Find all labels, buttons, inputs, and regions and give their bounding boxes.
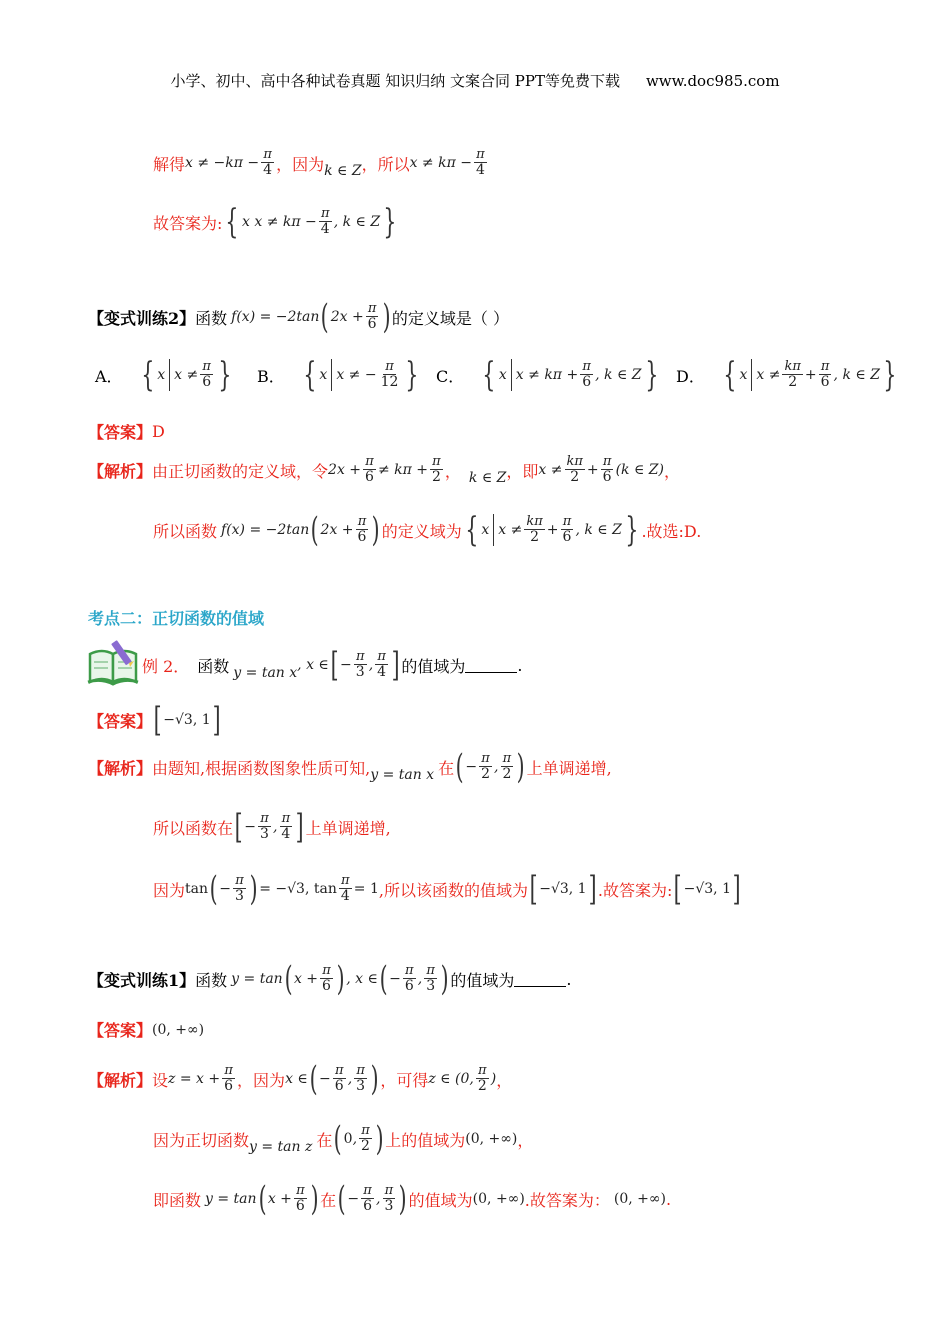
math-expr: y = tan xyxy=(231,971,283,987)
option-letter: A． xyxy=(95,366,123,386)
example2-analysis-1: 【解析】 由题知,根据函数图象性质可知, y = tan x 在 ( − $\frac{\pi}{2}$ , $\frac{\pi}{2}$ ) 上单调递增, xyxy=(88,747,612,787)
option-b[interactable]: B． { x x ≠ − $\frac{\pi}{12}$ } xyxy=(257,355,419,395)
example-label: 例 2． xyxy=(142,656,190,676)
analysis-label: 【解析】 xyxy=(88,1070,153,1090)
func-word: 函数 xyxy=(195,308,228,328)
answer-set-expr: x x ≠ kπ − xyxy=(242,214,317,230)
variant1-question: 【变式训练1】 函数 y = tan ( x + $\frac{\pi}{6}$ ) , x ∈ ( − $\frac{\pi}{6}$ , $\frac{\pi}{3}$ ) 的值域为 . xyxy=(88,959,572,999)
answer-value: −√3, 1 xyxy=(163,712,211,728)
answer-label: 【答案】 xyxy=(88,423,153,442)
analysis-label: 【解析】 xyxy=(88,461,153,481)
answer-prefix: 故答案为: xyxy=(153,213,223,233)
option-expr: x ≠ − xyxy=(336,367,377,383)
analysis-text: 因为 xyxy=(153,880,186,900)
answer-label: 【答案】 xyxy=(88,711,153,731)
solve-line xyxy=(153,148,489,179)
example2-analysis-2: 所以函数在 [ − $\frac{\pi}{3}$ , $\frac{\pi}{4}$ ] 上单调递增, xyxy=(153,807,391,847)
math-expr: y = tan x xyxy=(233,665,298,681)
option-c[interactable]: C． { x x ≠ kπ + $\frac{\pi}{6}$ , k ∈ Z } xyxy=(436,355,658,395)
header-left-text: 小学、初中、高中各种试卷真题 知识归纳 文案合同 PPT等免费下载 xyxy=(170,72,620,90)
math-expr: y = tan x xyxy=(370,767,435,783)
variant2-label: 【变式训练2】 xyxy=(88,308,196,328)
option-letter: C． xyxy=(436,366,465,386)
analysis-text: 由题知,根据函数图象性质可知, xyxy=(152,758,371,778)
math-expr: y = tan xyxy=(205,1191,257,1207)
variant1-label: 【变式训练1】 xyxy=(88,970,196,990)
option-a[interactable]: A． { x x ≠ $\frac{\pi}{6}$ } xyxy=(95,355,232,395)
option-letter: D． xyxy=(676,366,705,386)
analysis-text: 设 xyxy=(152,1070,169,1090)
math-expr: y = tan z xyxy=(249,1139,313,1155)
func-word: 函数 xyxy=(197,656,230,676)
variant1-answer xyxy=(88,1018,204,1041)
variant2-question: 【变式训练2】 函数 f(x) = −2tan ( 2x + $\frac{\pi}{6}$ ) 的定义域是（ ） xyxy=(88,297,509,337)
analysis-text: 因为正切函数 xyxy=(153,1130,250,1150)
answer-label: 【答案】 xyxy=(88,1021,153,1040)
math-expr: 2x + xyxy=(328,462,362,479)
solve-expr: x ≠ −kπ − xyxy=(185,155,260,172)
func-expr: f(x) = −2tan xyxy=(231,309,320,325)
frac-pi-4: $\frac{\pi}{4}$ xyxy=(263,147,273,179)
func-word: 函数 xyxy=(195,970,228,990)
answer-set-tail: , k ∈ Z xyxy=(333,214,381,230)
option-expr: x ≠ xyxy=(174,367,199,383)
analysis-text: 所以函数在 xyxy=(153,818,234,838)
variant1-analysis-3: 即函数 y = tan ( x + $\frac{\pi}{6}$ ) 在 ( − $\frac{\pi}{6}$ , $\frac{\pi}{3}$ ) 的值域为 (0, +∞) .故答案为： (0, +∞) . xyxy=(153,1179,672,1219)
analysis-text: 即函数 xyxy=(153,1190,202,1210)
option-d[interactable]: D． { x x ≠ $\frac{k\pi}{2}$ + $\frac{\pi}{6}$ , k ∈ Z } xyxy=(676,355,897,395)
variant1-analysis-2: 因为正切函数 y = tan z 在 ( 0 , $\frac{\pi}{2}$ ) 上的值域为 (0, +∞) ， xyxy=(153,1119,534,1159)
option-letter: B． xyxy=(257,366,285,386)
question-tail: 的值域为 xyxy=(450,970,515,990)
math-expr: , x ∈ xyxy=(297,657,329,673)
math-expr: x ∈ xyxy=(285,1071,308,1087)
section-title: 考点二：正切函数的值域 xyxy=(88,609,265,628)
math-expr: z ∈ (0, xyxy=(428,1071,474,1087)
option-expr: x ≠ kπ + xyxy=(515,367,579,383)
answer-value: D xyxy=(152,422,165,441)
answer-line-1: 故答案为: { x x ≠ kπ − $\frac{\pi}{4}$ , k ∈ Z } xyxy=(153,202,397,242)
answer-blank xyxy=(514,972,566,987)
analysis-text: 所以函数 xyxy=(153,521,218,541)
math-expr: (k ∈ Z) xyxy=(615,462,664,479)
analysis-text: 由正切函数的定义域，令 xyxy=(152,461,329,481)
book-pencil-icon xyxy=(86,640,142,690)
answer-value: (0, +∞) xyxy=(152,1021,205,1038)
question-tail: 的值域为 xyxy=(401,656,466,676)
math-expr: ≠ kπ + xyxy=(377,462,428,479)
question-tail: 的定义域是（ ） xyxy=(391,308,509,328)
variant1-analysis-1: 【解析】 设 z = x + $\frac{\pi}{6}$ ，因为 x ∈ ( − $\frac{\pi}{6}$ , $\frac{\pi}{3}$ ) ，可得 z ∈ (0, $\frac{\pi}{2}$ ) ， xyxy=(88,1059,513,1099)
variant2-analysis-1: 【解析】 由正切函数的定义域，令 2x + $\frac{\pi}{6}$ ≠ kπ + $\frac{\pi}{2}$ ， k ∈ Z ，即 x ≠ $\frac{k\pi}{2}$ + $\frac{\pi}{6}$ (k ∈ Z) ， xyxy=(88,454,680,487)
variant2-answer xyxy=(88,420,165,443)
frac-pi-4: $\frac{\pi}{4}$ xyxy=(320,205,330,237)
example2-question: 例 2． 函数 y = tan x , x ∈ [ − $\frac{\pi}{3}$ , $\frac{\pi}{4}$ ] 的值域为 . xyxy=(142,645,523,685)
example2-answer: 【答案】 [ −√3, 1 ] xyxy=(88,700,221,740)
so-text: ，所以 xyxy=(361,154,410,174)
answer-blank xyxy=(465,658,517,673)
frac-pi-4: $\frac{\pi}{4}$ xyxy=(475,147,485,179)
so-expr: x ≠ kπ − xyxy=(409,155,472,172)
header-url: www.doc985.com xyxy=(645,72,780,90)
analysis-label: 【解析】 xyxy=(88,758,153,778)
variant2-analysis-2: 所以函数 f(x) = −2tan ( 2x + $\frac{\pi}{6}$ ) 的定义域为 { x x ≠ $\frac{k\pi}{2}$ + $\frac{\pi}{6}$ , k ∈ Z } .故选:D. xyxy=(153,510,702,550)
because-text: ，因为 xyxy=(276,154,325,174)
frac-pi-6: $\frac{\pi}{6}$ xyxy=(367,300,377,332)
k-in-z: k ∈ Z xyxy=(324,163,362,180)
math-expr: f(x) = −2tan xyxy=(221,522,310,538)
math-expr: = 1 xyxy=(353,881,379,897)
func-inner: 2x + xyxy=(330,309,364,325)
solve-prefix: 解得 xyxy=(153,154,186,174)
math-expr: z = x + xyxy=(168,1071,221,1087)
example2-analysis-3: 因为 tan ( − $\frac{\pi}{3}$ ) = −√3, tan $\frac{\pi}{4}$ = 1 ,所以该函数的值域为 [ −√3, 1 ] .故答案为: [ −√3, 1 ] xyxy=(153,869,741,909)
option-expr: x ≠ xyxy=(756,367,781,383)
page-header xyxy=(0,70,950,91)
math-expr: k ∈ Z xyxy=(468,470,507,487)
math-expr: = −√3, tan xyxy=(259,881,337,897)
math-expr: x ≠ xyxy=(538,462,563,479)
